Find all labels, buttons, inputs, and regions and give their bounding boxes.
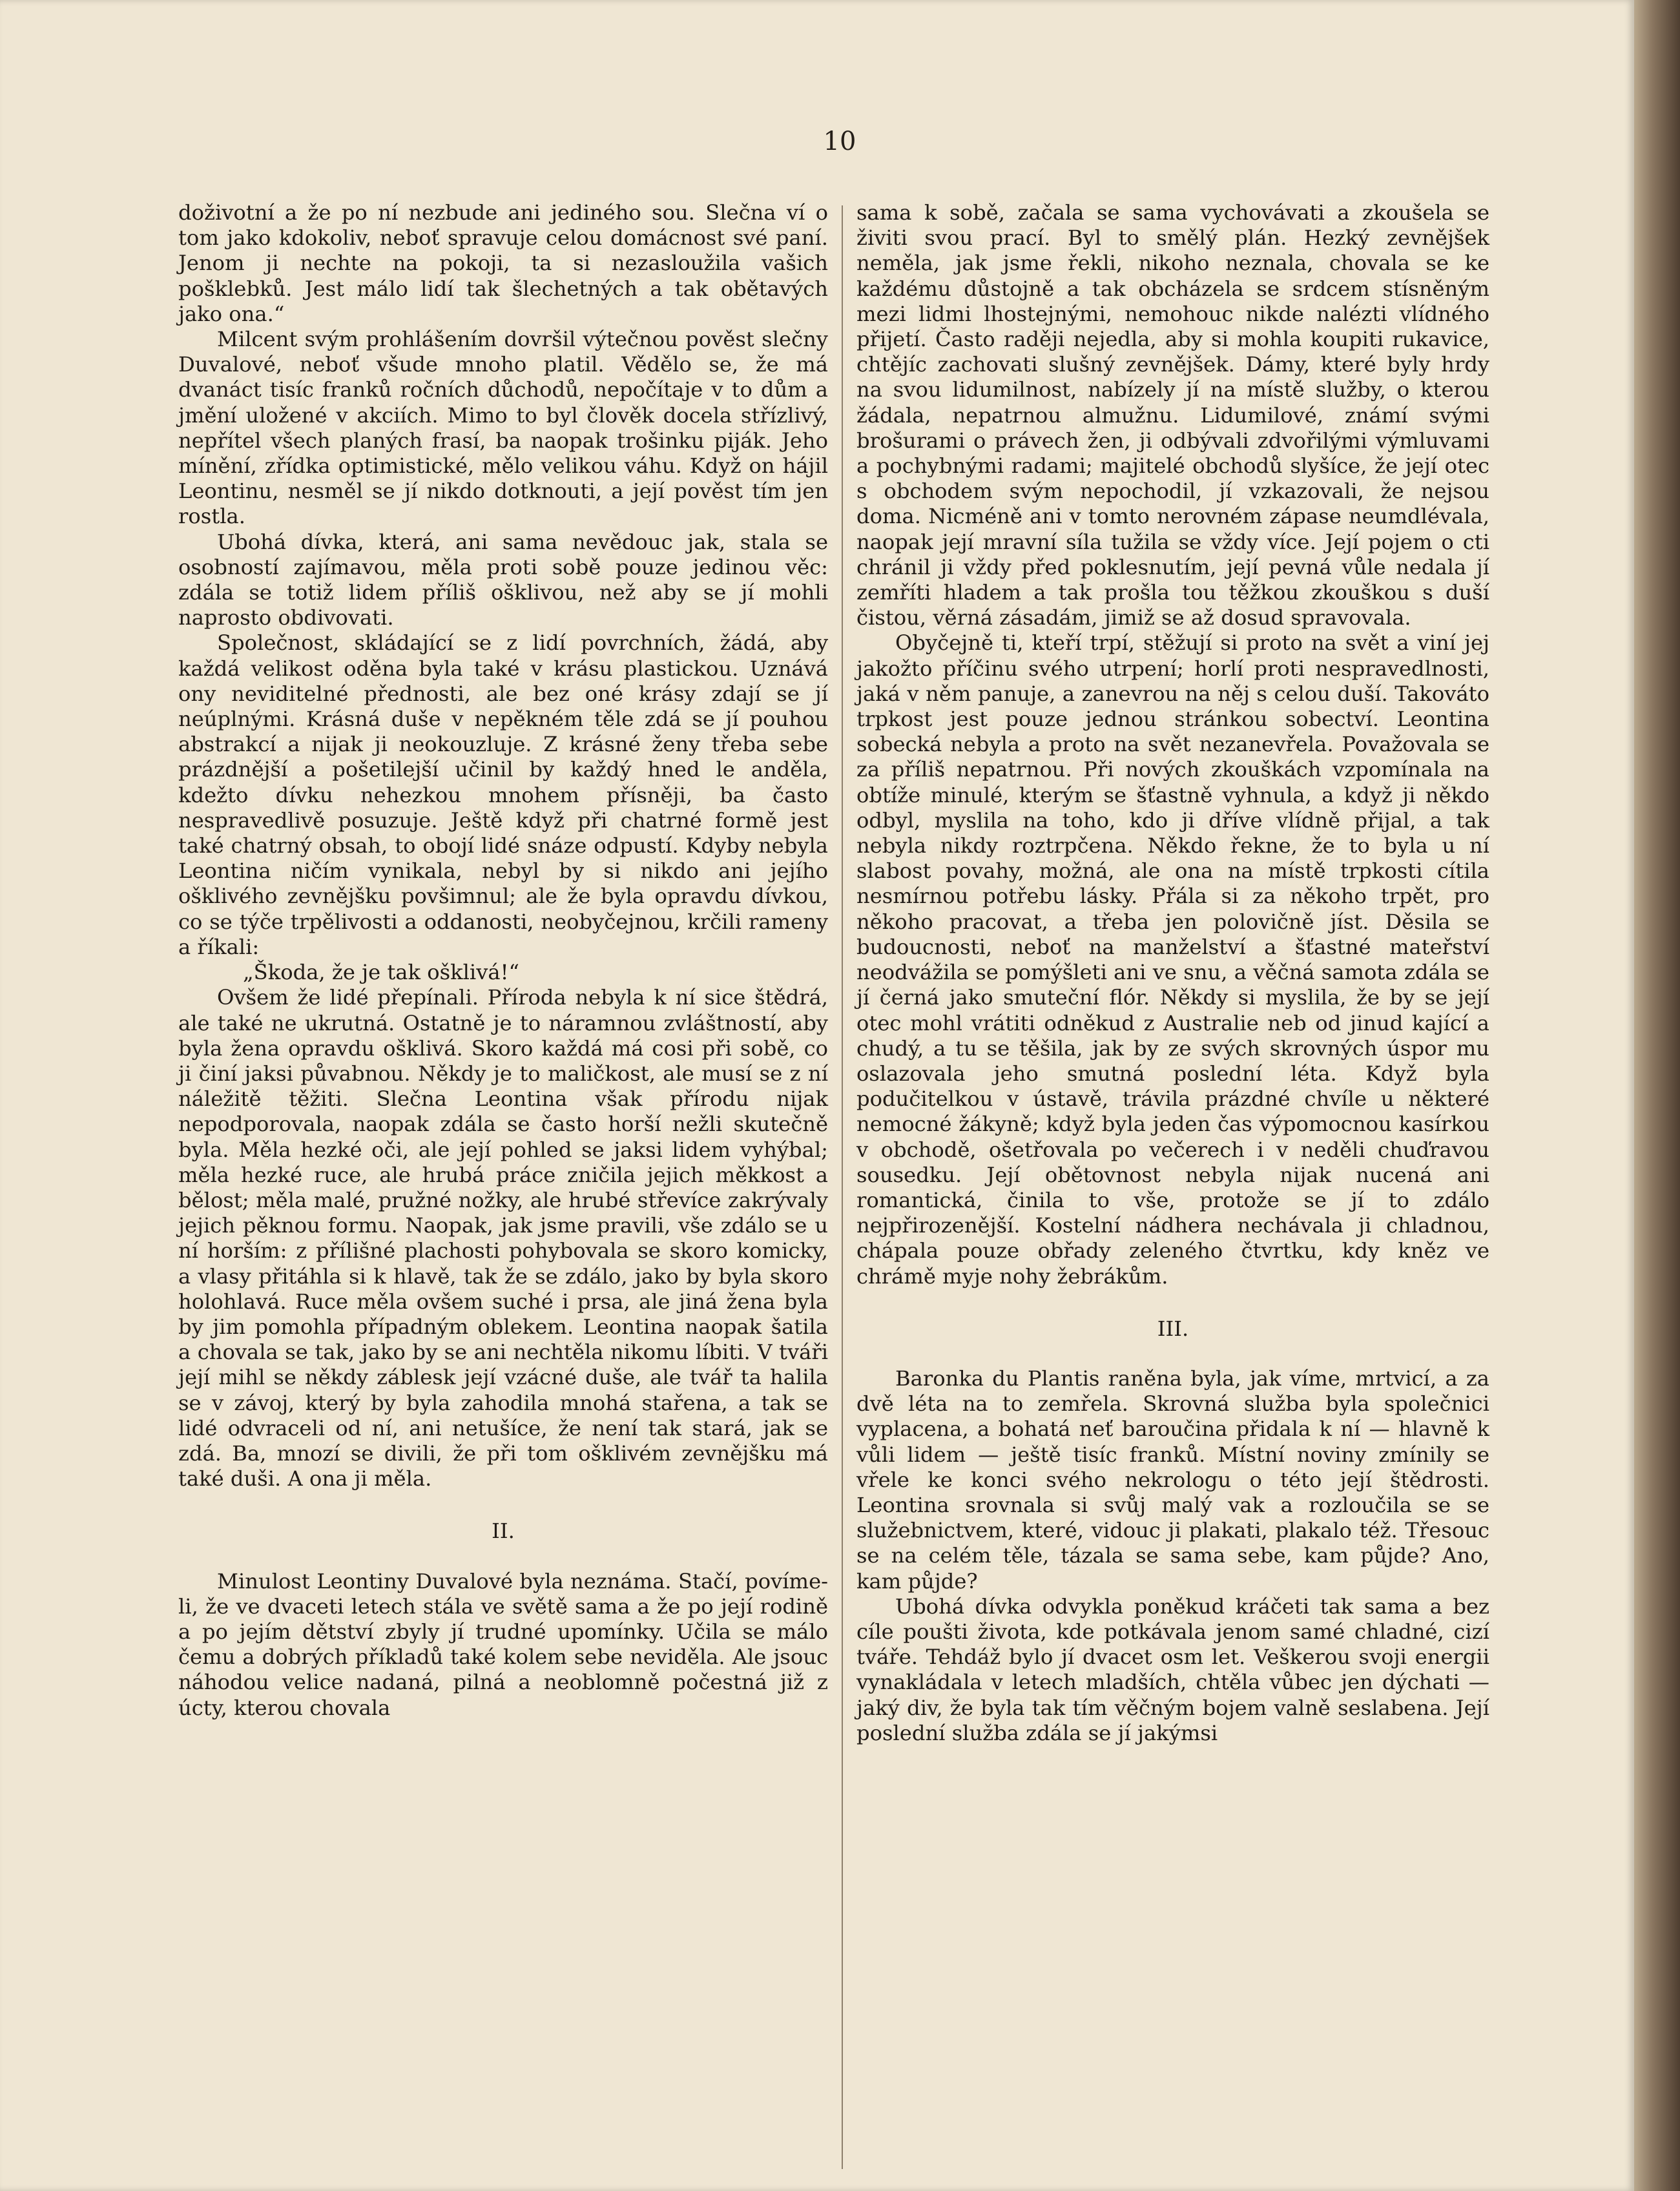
paragraph: Ovšem že lidé přepínali. Příroda nebyla k ní sice štědrá, ale také ne ukrutná. Ostatně je to náramnou zvláštností, aby byla žena opravdu ošklivá. Skoro každá má cosi při sobě, co ji činí jaksi půvabnou. Někdy je to maličkost, ale musí se z ní náležitě těžiti. Slečna Leontina však přírodu nijak nepodporovala, naopak zdála se často horší nežli skutečně byla. Měla hezké oči, ale její pohled se jaksi lidem vyhýbal; měla hezké ruce, ale hrubá práce zničila jejich měkkost a bělost; měla malé, pružné nožky, ale hrubé střevíce zakrývaly jejich pěknou formu. Naopak, jak jsme pravili, vše zdálo se u ní horším: z přílišné plachosti pohybovala se skoro komicky, a vlasy přitáhla si k hlavě, tak že se zdálo, jako by byla skoro holohlavá. Ruce měla ovšem suché i prsa, ale jiná žena byla by jim pomohla případným oblekem. Leontina naopak šatila a chovala se tak, jako by se ani nechtěla nikomu líbiti. V tváři její mihl se někdy záblesk její vzácné duše, ale tvář ta halila se v závoj, který by byla zahodila mnohá stařena, a tak se lidé odvraceli od ní, ani netušíce, že není tak stará, jak se zdá. Ba, mnozí se divili, že při tom ošklivém zevnějšku má také duši. A ona ji měla. [178,985,828,1491]
paragraph: Milcent svým prohlášením dovršil výtečnou pověst slečny Duvalové, neboť všude mnoho platil. Vědělo se, že má dvanáct tisíc franků ročních důchodů, nepočítaje v to dům a jmění uložené v akciích. Mimo to byl člověk docela střízlivý, nepřítel všech planých frasí, ba naopak trošinku piják. Jeho mínění, zřídka optimistické, mělo velikou váhu. Když on hájil Leontinu, nesměl se jí nikdo dotknouti, a její pověst tím jen rostla. [178,327,828,529]
paragraph: sama k sobě, začala se sama vychovávati a zkoušela se živiti svou prací. Byl to smělý plán. Hezký zevnějšek neměla, jak jsme řekli, nikoho neznala, chovala se ke každému důstojně a tak obcházela se srdcem stísněným mezi lidmi lhostejnými, nemohouc nikde nalézti vlídného přijetí. Často raději nejedla, aby si mohla koupiti rukavice, chtějíc zachovati slušný zevnějšek. Dámy, které byly hrdy na svou lidumilnost, nabízely jí na místě služby, o kterou žádala, nepatrnou almužnu. Lidumilové, známí svými brošurami o právech žen, ji odbývali zdvořilými výmluvami a pochybnými radami; majitelé obchodů slyšíce, že její otec s obchodem svým nepochodil, jí vzkazovali, že nejsou doma. Nicméně ani v tomto nerovném zápase neumdlévala, naopak její mravní síla tužila se vždy více. Její pojem o cti chránil ji vždy před poklesnutím, její pevná vůle nedala jí zemříti hladem a tak prošla tou těžkou zkouškou s duší čistou, věrná zásadám, jimiž se až dosud spravovala. [856,200,1489,630]
paragraph: Baronka du Plantis raněna byla, jak víme, mrtvicí, a za dvě léta na to zemřela. Skrovná služba byla společnici vyplacena, a bohatá neť baroučina přidala k ní — hlavně k vůli lidem — ještě tisíc franků. Místní noviny zmínily se vřele ke konci svého nekrologu o této její štědrosti. Leontina srovnala si svůj malý vak a rozloučila se se služebnictvem, které, vidouc ji plakati, plakalo též. Třesouc se na celém těle, tázala se sama sebe, kam půjde? Ano, kam půjde? [856,1365,1489,1594]
paragraph: Společnost, skládající se z lidí povrchních, žádá, aby každá velikost oděna byla také v krásu plastickou. Uznává ony neviditelné přednosti, ale bez oné krásy zdají se jí neúplnými. Krásná duše v nepěkném těle zdá se jí pouhou abstrakcí a nijak ji neokouzluje. Z krásné ženy třeba sebe prázdnější a pošetilejší učinil by každý hned le anděla, kdežto dívku nehezkou mnohem přísněji, ba často nespravedlivě posuzuje. Ještě když při chatrné formě jest také chatrný obsah, to obojí lidé snáze odpustí. Kdyby nebyla Leontina ničím vynikala, nebyl by si nikdo ani jejího ošklivého zevnějšku povšimnul; ale že byla opravdu dívkou, co se týče trpělivosti a oddanosti, neobyčejnou, krčili rameny a říkali: [178,630,828,959]
section-heading: II. [492,1519,515,1544]
left-column [178,200,828,1721]
right-column [856,200,1489,1746]
paragraph: doživotní a že po ní nezbude ani jediného sou. Slečna ví o tom jako kdokoliv, neboť spravuje celou domácnost své paní. Jenom ji nechte na pokoji, ta si nezasloužila vašich pošklebků. Jest málo lidí tak šlechetných a tak obětavých jako ona.“ [178,200,828,326]
quotation: „Škoda, že je tak ošklivá!“ [243,960,519,985]
section-heading: III. [1157,1316,1189,1341]
page-number: 10 [823,127,856,156]
paragraph: Minulost Leontiny Duvalové byla neznáma. Stačí, povíme-li, že ve dvaceti letech stála ve světě sama a že po její rodině a po jejím dětství zbyly jí trudné upomínky. Učila se málo čemu a dobrých příkladů také kolem sebe neviděla. Ale jsouc náhodou velice nadaná, pilná a neoblomně počestná již z úcty, kterou chovala [178,1568,828,1720]
column-divider [842,205,843,2169]
paragraph: Obyčejně ti, kteří trpí, stěžují si proto na svět a viní jej jakožto příčinu svého utrpení; horlí proti nespravedlnosti, jaká v něm panuje, a zanevrou na něj s celou duší. Takováto trpkost jest pouze jednou stránkou sobectví. Leontina sobecká nebyla a proto na svět nezanevřela. Považovala se za příliš nepatrnou. Při nových zkouškách vzpomínala na obtíže minulé, kterým se šťastně vyhnula, a když ji někdo odbyl, myslila na toho, kdo ji dříve vlídně přijal, a tak nebyla nikdy roztrpčena. Někdo řekne, že to byla u ní slabost povahy, možná, ale ona na místě trpkosti cítila nesmírnou potřebu lásky. Přála si za někoho trpět, pro někoho pracovat, a třeba jen polovičně jíst. Děsila se budoucnosti, neboť na manželství a šťastné mateřství neodvážila se pomýšleti ani ve snu, a věčná samota zdála se jí černá jako smuteční flór. Někdy si myslila, že by se její otec mohl vrátiti odněkud z Australie neb od jinud kající a chudý, a tu se těšila, jak by ze svých skrovných úspor mu oslazovala jeho smutná poslední léta. Když byla podučitelkou v ústavě, trávila prázdné chvíle u některé nemocné žákyně; když byla jeden čas výpomocnou kasírkou v obchodě, ošetřovala po večerech i v neděli chuďravou sousedku. Její obětovnost nebyla nijak nucená ani romantická, činila to vše, protože se jí to zdálo nejpřirozenější. Kostelní nádhera nechávala ji chladnou, chápala pouze obřady zeleného čtvrtku, kdy kněz ve chrámě myje nohy žebrákům. [856,630,1489,1289]
paragraph: Ubohá dívka, která, ani sama nevědouc jak, stala se osobností zajímavou, měla proti sobě pouze jedinou věc: zdála se totiž lidem příliš ošklivou, než aby se jí mohli naprosto obdivovati. [178,529,828,630]
page-edge [1634,0,1680,2191]
paragraph: Ubohá dívka odvykla poněkud kráčeti tak sama a bez cíle poušti života, kde potkávala jenom samé chladné, cizí tváře. Tehdáž bylo jí dvacet osm let. Veškerou svoji energii vynakládala v letech mladších, chtěla vůbec jen dýchati — jaký div, že byla tak tím věčným bojem valně seslabena. Její poslední služba zdála se jí jakýmsi [856,1594,1489,1745]
